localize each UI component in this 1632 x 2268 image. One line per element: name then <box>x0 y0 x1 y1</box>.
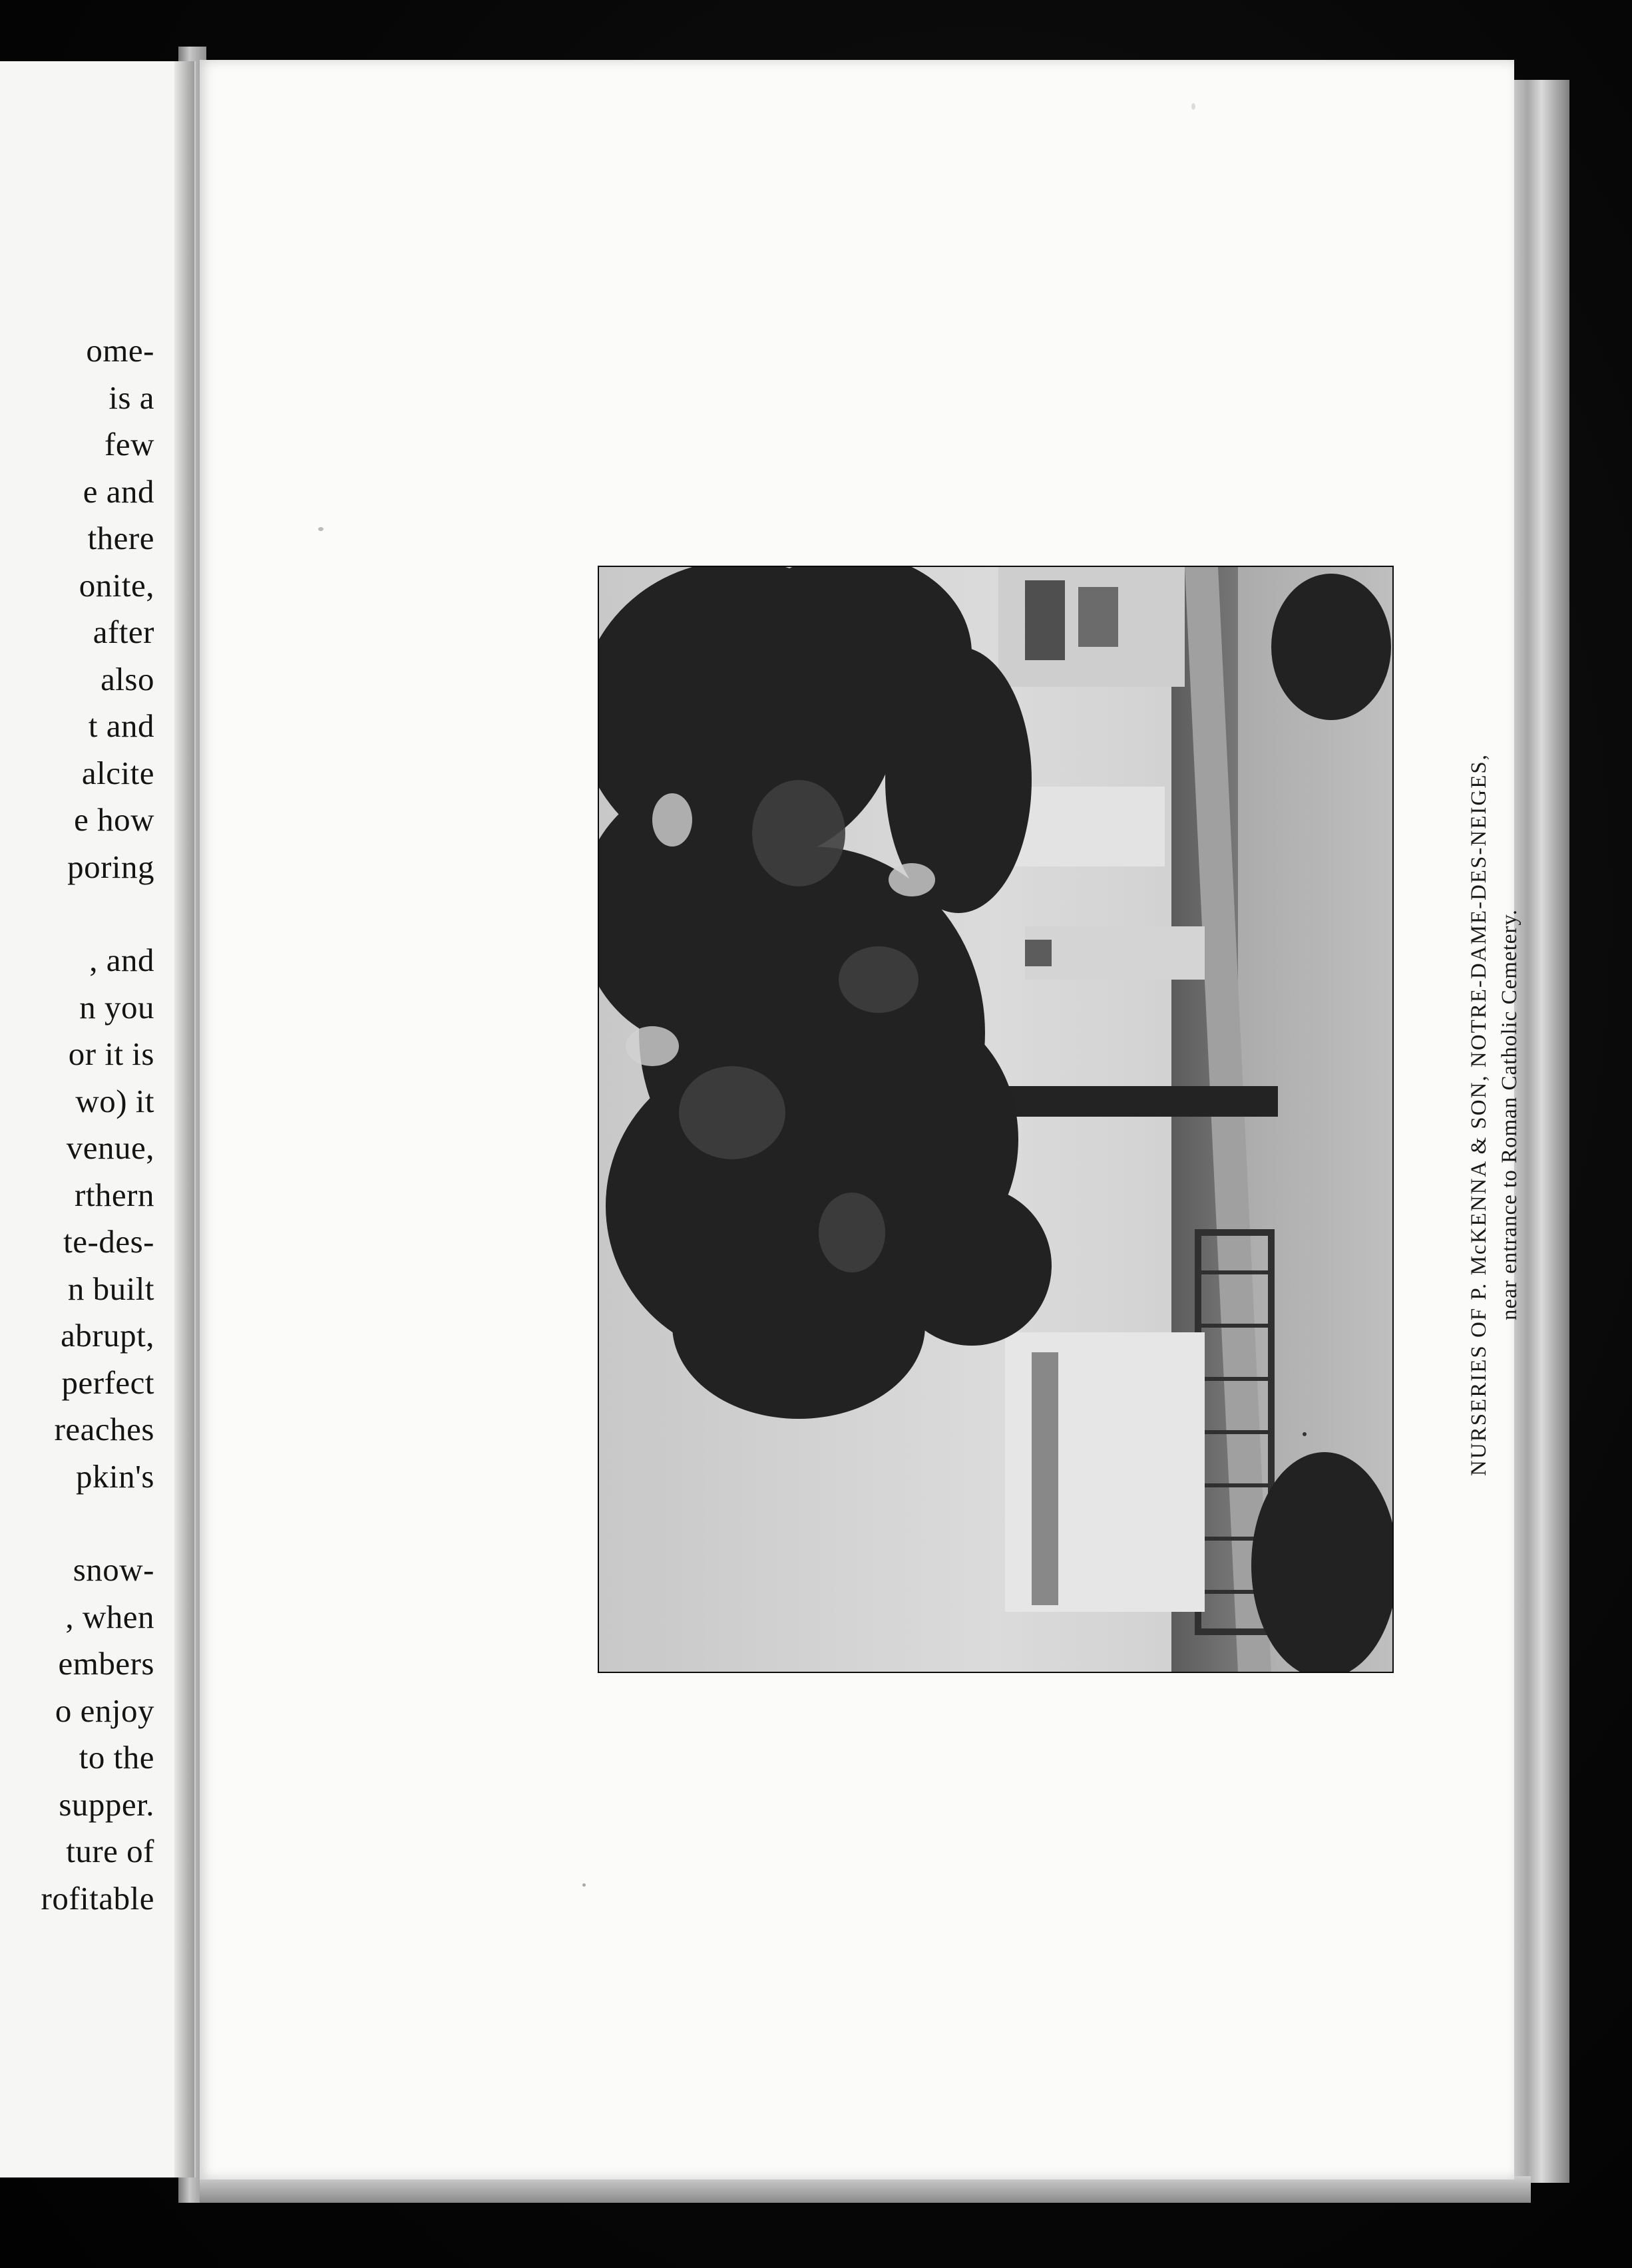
text-line: perfect <box>61 1364 154 1401</box>
text-line: ture of <box>66 1833 154 1869</box>
text-line: t and <box>88 707 154 744</box>
scan-speck <box>1303 1432 1307 1436</box>
text-line: abrupt, <box>61 1317 154 1354</box>
text-line: supper. <box>59 1786 154 1823</box>
text-line: ome- <box>86 332 154 369</box>
caption-title: NURSERIES OF P. McKENNA & SON, NOTRE-DAME-DES-NEIGES, <box>1467 753 1491 1476</box>
nursery-photograph <box>598 566 1394 1673</box>
text-line: also <box>101 660 154 697</box>
text-line: to the <box>79 1739 154 1776</box>
plate-caption <box>1464 616 1525 1614</box>
text-line: poring <box>67 848 154 885</box>
scan-speck <box>1191 103 1195 110</box>
text-line: , when <box>65 1598 154 1635</box>
text-line: e how <box>74 801 154 838</box>
text-line: e and <box>83 472 154 510</box>
text-line: after <box>93 614 154 650</box>
text-line: reaches <box>54 1411 154 1447</box>
left-page-gutter-shadow <box>174 61 194 2177</box>
paragraph-gap <box>0 1500 154 1547</box>
text-line: rthern <box>75 1176 154 1213</box>
text-line: alcite <box>81 754 154 791</box>
text-line: rofitable <box>41 1879 154 1917</box>
text-line: is a <box>108 379 154 416</box>
left-page <box>0 61 196 2177</box>
text-line: n you <box>79 988 154 1026</box>
text-line: wo) it <box>75 1082 154 1119</box>
cover-board-edge <box>200 2176 1531 2203</box>
text-line: te-des- <box>63 1223 154 1260</box>
text-line: there <box>87 520 154 556</box>
text-line: embers <box>58 1645 154 1682</box>
text-line: venue, <box>66 1129 154 1166</box>
paragraph-gap <box>0 890 154 937</box>
caption-subtitle: near entrance to Roman Catholic Cemetery. <box>1498 909 1522 1320</box>
text-line: , and <box>89 942 154 978</box>
plate-page <box>200 60 1522 2179</box>
left-page-text <box>0 327 154 1922</box>
text-line: n built <box>67 1270 154 1307</box>
scan-speck <box>582 1883 586 1887</box>
text-line: o enjoy <box>55 1692 154 1729</box>
text-line: pkin's <box>75 1457 154 1495</box>
photograph-image <box>599 567 1392 1672</box>
text-line: onite, <box>79 566 154 604</box>
text-line: snow- <box>73 1551 154 1588</box>
text-line: or it is <box>68 1036 154 1072</box>
scan-speck <box>318 527 323 531</box>
text-line: few <box>104 426 154 463</box>
